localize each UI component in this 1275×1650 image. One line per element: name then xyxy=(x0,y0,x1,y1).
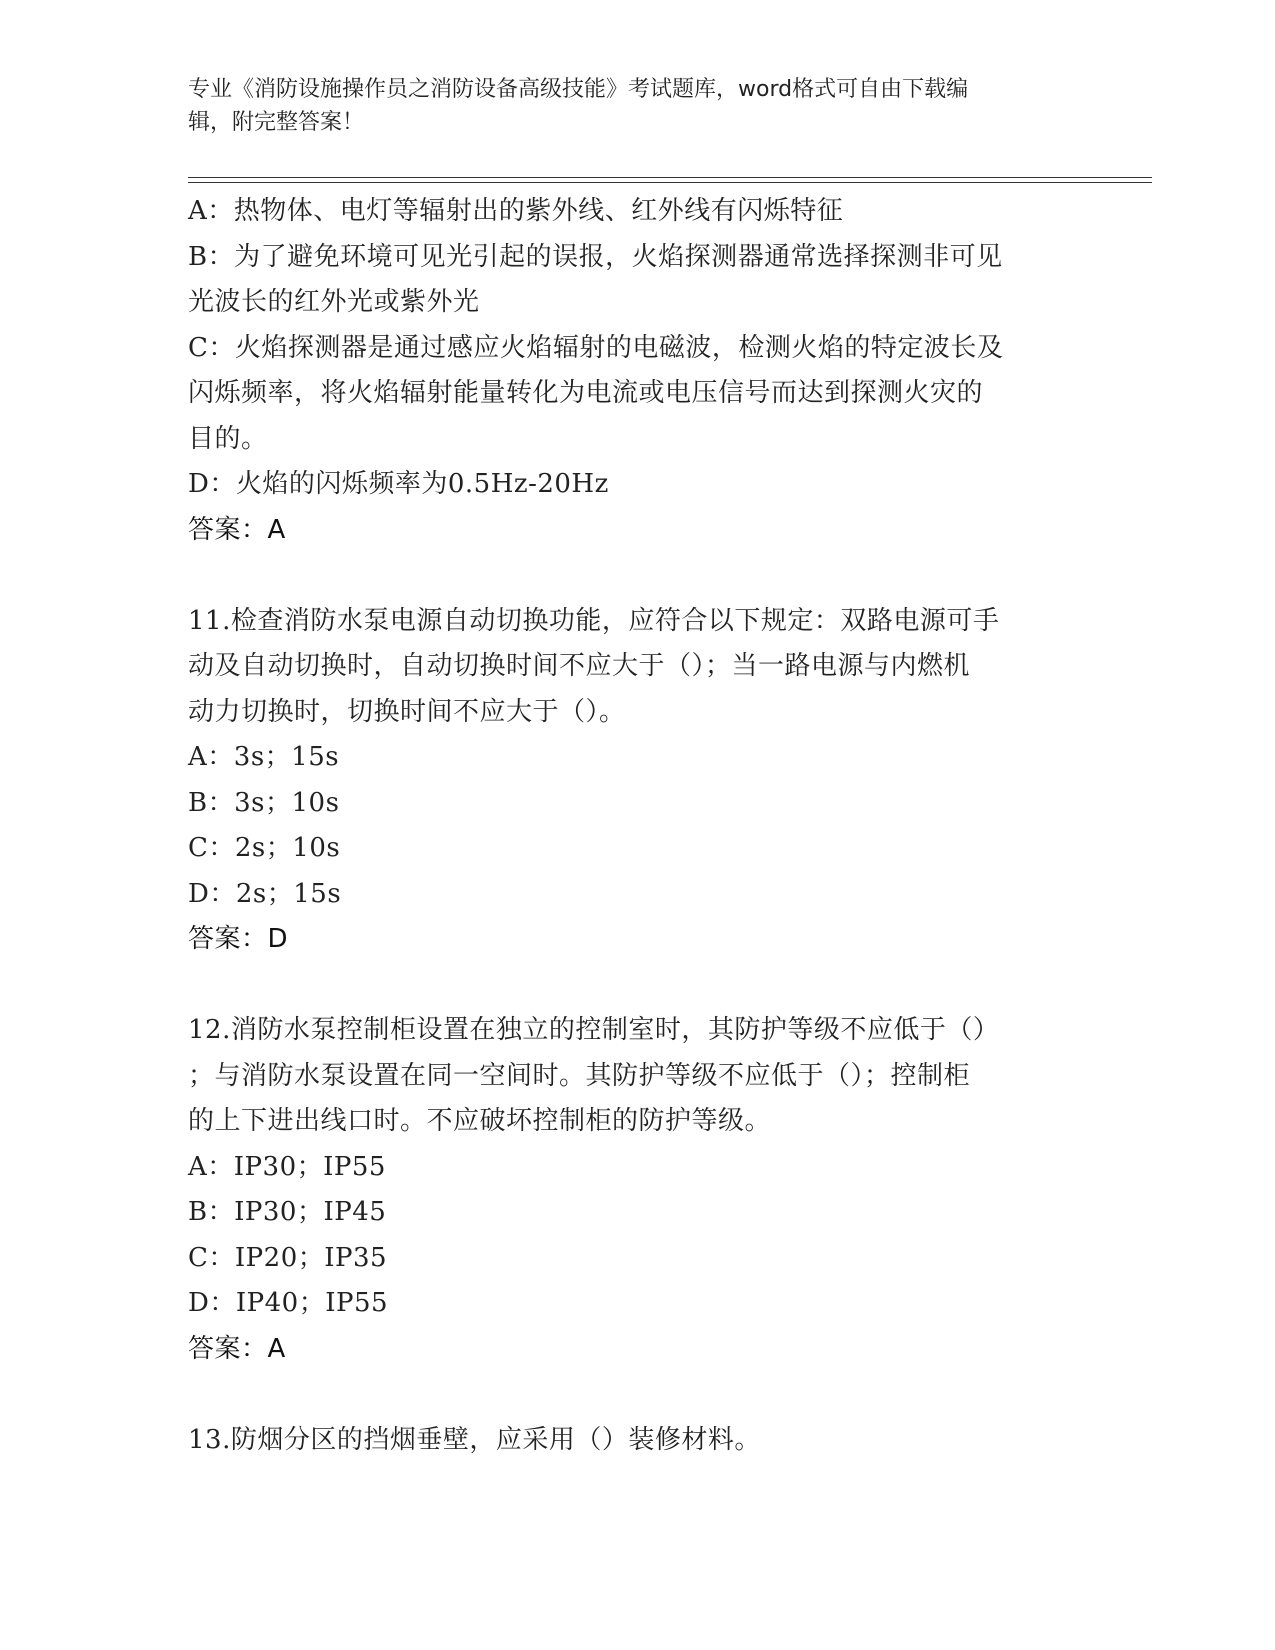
question-13 xyxy=(188,1418,1088,1464)
q12-option-d: D：IP40；IP55 xyxy=(188,1288,389,1318)
q12-option-c: C：IP20；IP35 xyxy=(188,1242,388,1273)
spacer xyxy=(188,963,1088,1009)
document-header xyxy=(188,73,1088,139)
q10-option-c-line-3: 目的。 xyxy=(188,423,268,454)
q10-answer: 答案：A xyxy=(188,514,286,545)
q12-stem-line-1: 12.消防水泵控制柜设置在独立的控制室时，其防护等级不应低于（） xyxy=(188,1015,1000,1045)
spacer xyxy=(188,553,1088,599)
question-12 xyxy=(188,1008,1088,1372)
q10-option-a: A：热物体、电灯等辐射出的紫外线、红外线有闪烁特征 xyxy=(188,196,844,226)
q11-option-a: A：3s；15s xyxy=(188,742,340,772)
header-divider-top xyxy=(188,177,1152,178)
question-content xyxy=(188,189,1088,1463)
q11-option-c: C：2s；10s xyxy=(188,833,341,863)
q12-option-b: B：IP30；IP45 xyxy=(188,1197,387,1227)
q11-stem-line-1: 11.检查消防水泵电源自动切换功能，应符合以下规定：双路电源可手 xyxy=(188,605,1000,636)
q11-option-d: D：2s；15s xyxy=(188,878,342,909)
q11-answer: 答案：D xyxy=(188,924,289,954)
header-divider-bottom xyxy=(188,182,1152,183)
q12-answer: 答案：A xyxy=(188,1333,286,1364)
q12-stem-line-2: ；与消防水泵设置在同一空间时。其防护等级不应低于（）；控制柜 xyxy=(188,1060,971,1091)
spacer xyxy=(188,1372,1088,1418)
q12-option-a: A：IP30；IP55 xyxy=(188,1151,386,1182)
q10-option-c-line-2: 闪烁频率，将火焰辐射能量转化为电流或电压信号而达到探测火灾的 xyxy=(188,378,984,408)
q11-option-b: B：3s；10s xyxy=(188,787,340,818)
q11-stem-line-2: 动及自动切换时，自动切换时间不应大于（）；当一路电源与内燃机 xyxy=(188,651,971,681)
header-line-2: 辑，附完整答案！ xyxy=(188,110,365,135)
q12-stem-line-3: 的上下进出线口时。不应破坏控制柜的防护等级。 xyxy=(188,1106,772,1136)
header-line-1: 专业《消防设施操作员之消防设备高级技能》考试题库，word格式可自由下载编 xyxy=(188,77,969,102)
q10-option-b-line-2: 光波长的红外光或紫外光 xyxy=(188,287,480,317)
question-10 xyxy=(188,189,1088,553)
q10-option-c-line-1: C：火焰探测器是通过感应火焰辐射的电磁波，检测火焰的特定波长及 xyxy=(188,332,1004,363)
q10-option-b-line-1: B：为了避免环境可见光引起的误报，火焰探测器通常选择探测非可见 xyxy=(188,241,1003,272)
q13-stem-line-1: 13.防烟分区的挡烟垂壁，应采用（）装修材料。 xyxy=(188,1424,761,1455)
q11-stem-line-3: 动力切换时，切换时间不应大于（）。 xyxy=(188,696,626,727)
q10-option-d: D：火焰的闪烁频率为0.5Hz-20Hz xyxy=(188,469,609,499)
question-11 xyxy=(188,599,1088,963)
